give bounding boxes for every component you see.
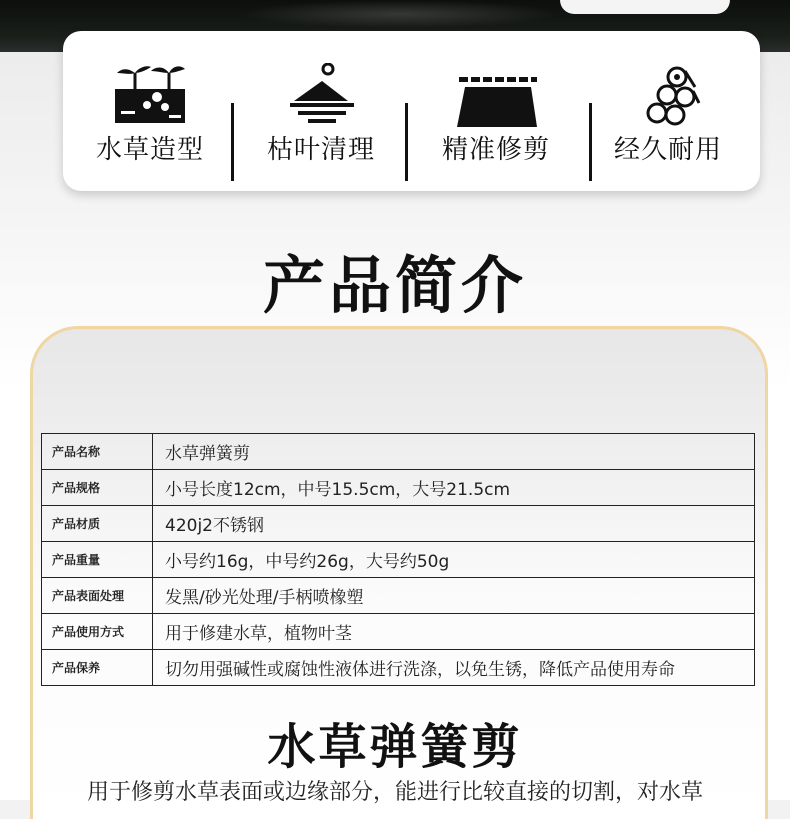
table-row bbox=[42, 470, 755, 506]
spec-value: 水草弹簧剪 bbox=[153, 434, 755, 470]
spec-key: 产品材质 bbox=[42, 506, 153, 542]
table-row bbox=[42, 578, 755, 614]
product-description: 用于修剪水草表面或边缘部分，能进行比较直接的切割，对水草 bbox=[86, 780, 703, 805]
spec-key: 产品重量 bbox=[42, 542, 153, 578]
spec-key: 产品保养 bbox=[42, 650, 153, 686]
feature-durable bbox=[593, 31, 743, 191]
header-pill bbox=[560, 0, 730, 14]
feature-divider bbox=[405, 103, 408, 181]
spec-value: 小号约16g，中号约26g，大号约50g bbox=[153, 542, 755, 578]
spec-value: 420j2不锈钢 bbox=[153, 506, 755, 542]
table-row bbox=[42, 614, 755, 650]
spec-value: 小号长度12cm，中号15.5cm，大号21.5cm bbox=[153, 470, 755, 506]
precise-trim-icon bbox=[451, 63, 541, 133]
spec-key: 产品名称 bbox=[42, 434, 153, 470]
feature-divider bbox=[589, 103, 592, 181]
table-row bbox=[42, 542, 755, 578]
feature-card bbox=[63, 31, 760, 191]
feature-label: 水草造型 bbox=[95, 135, 204, 165]
feature-label: 经久耐用 bbox=[613, 135, 722, 165]
aquatic-plants-icon bbox=[105, 63, 195, 133]
feature-leaf-cleaning bbox=[246, 31, 396, 191]
table-row bbox=[42, 650, 755, 686]
feature-divider bbox=[231, 103, 234, 181]
spec-key: 产品使用方式 bbox=[42, 614, 153, 650]
feature-aquatic-plants bbox=[75, 31, 225, 191]
spec-value: 发黑/砂光处理/手柄喷橡塑 bbox=[153, 578, 755, 614]
feature-label: 精准修剪 bbox=[441, 135, 550, 165]
spec-key: 产品表面处理 bbox=[42, 578, 153, 614]
section-title: 产品简介 bbox=[262, 249, 527, 322]
spec-key: 产品规格 bbox=[42, 470, 153, 506]
feature-label: 枯叶清理 bbox=[266, 135, 375, 165]
table-row bbox=[42, 506, 755, 542]
product-title: 水草弹簧剪 bbox=[267, 719, 523, 775]
spec-value: 用于修建水草，植物叶茎 bbox=[153, 614, 755, 650]
spec-value: 切勿用强碱性或腐蚀性液体进行洗涤，以免生锈，降低产品使用寿命 bbox=[153, 650, 755, 686]
durable-logs-icon bbox=[623, 63, 713, 133]
photo-highlight bbox=[240, 0, 560, 28]
table-row bbox=[42, 434, 755, 470]
feature-precise-trim bbox=[421, 31, 571, 191]
leaf-cleaning-icon bbox=[276, 63, 366, 133]
spec-table bbox=[41, 433, 755, 686]
